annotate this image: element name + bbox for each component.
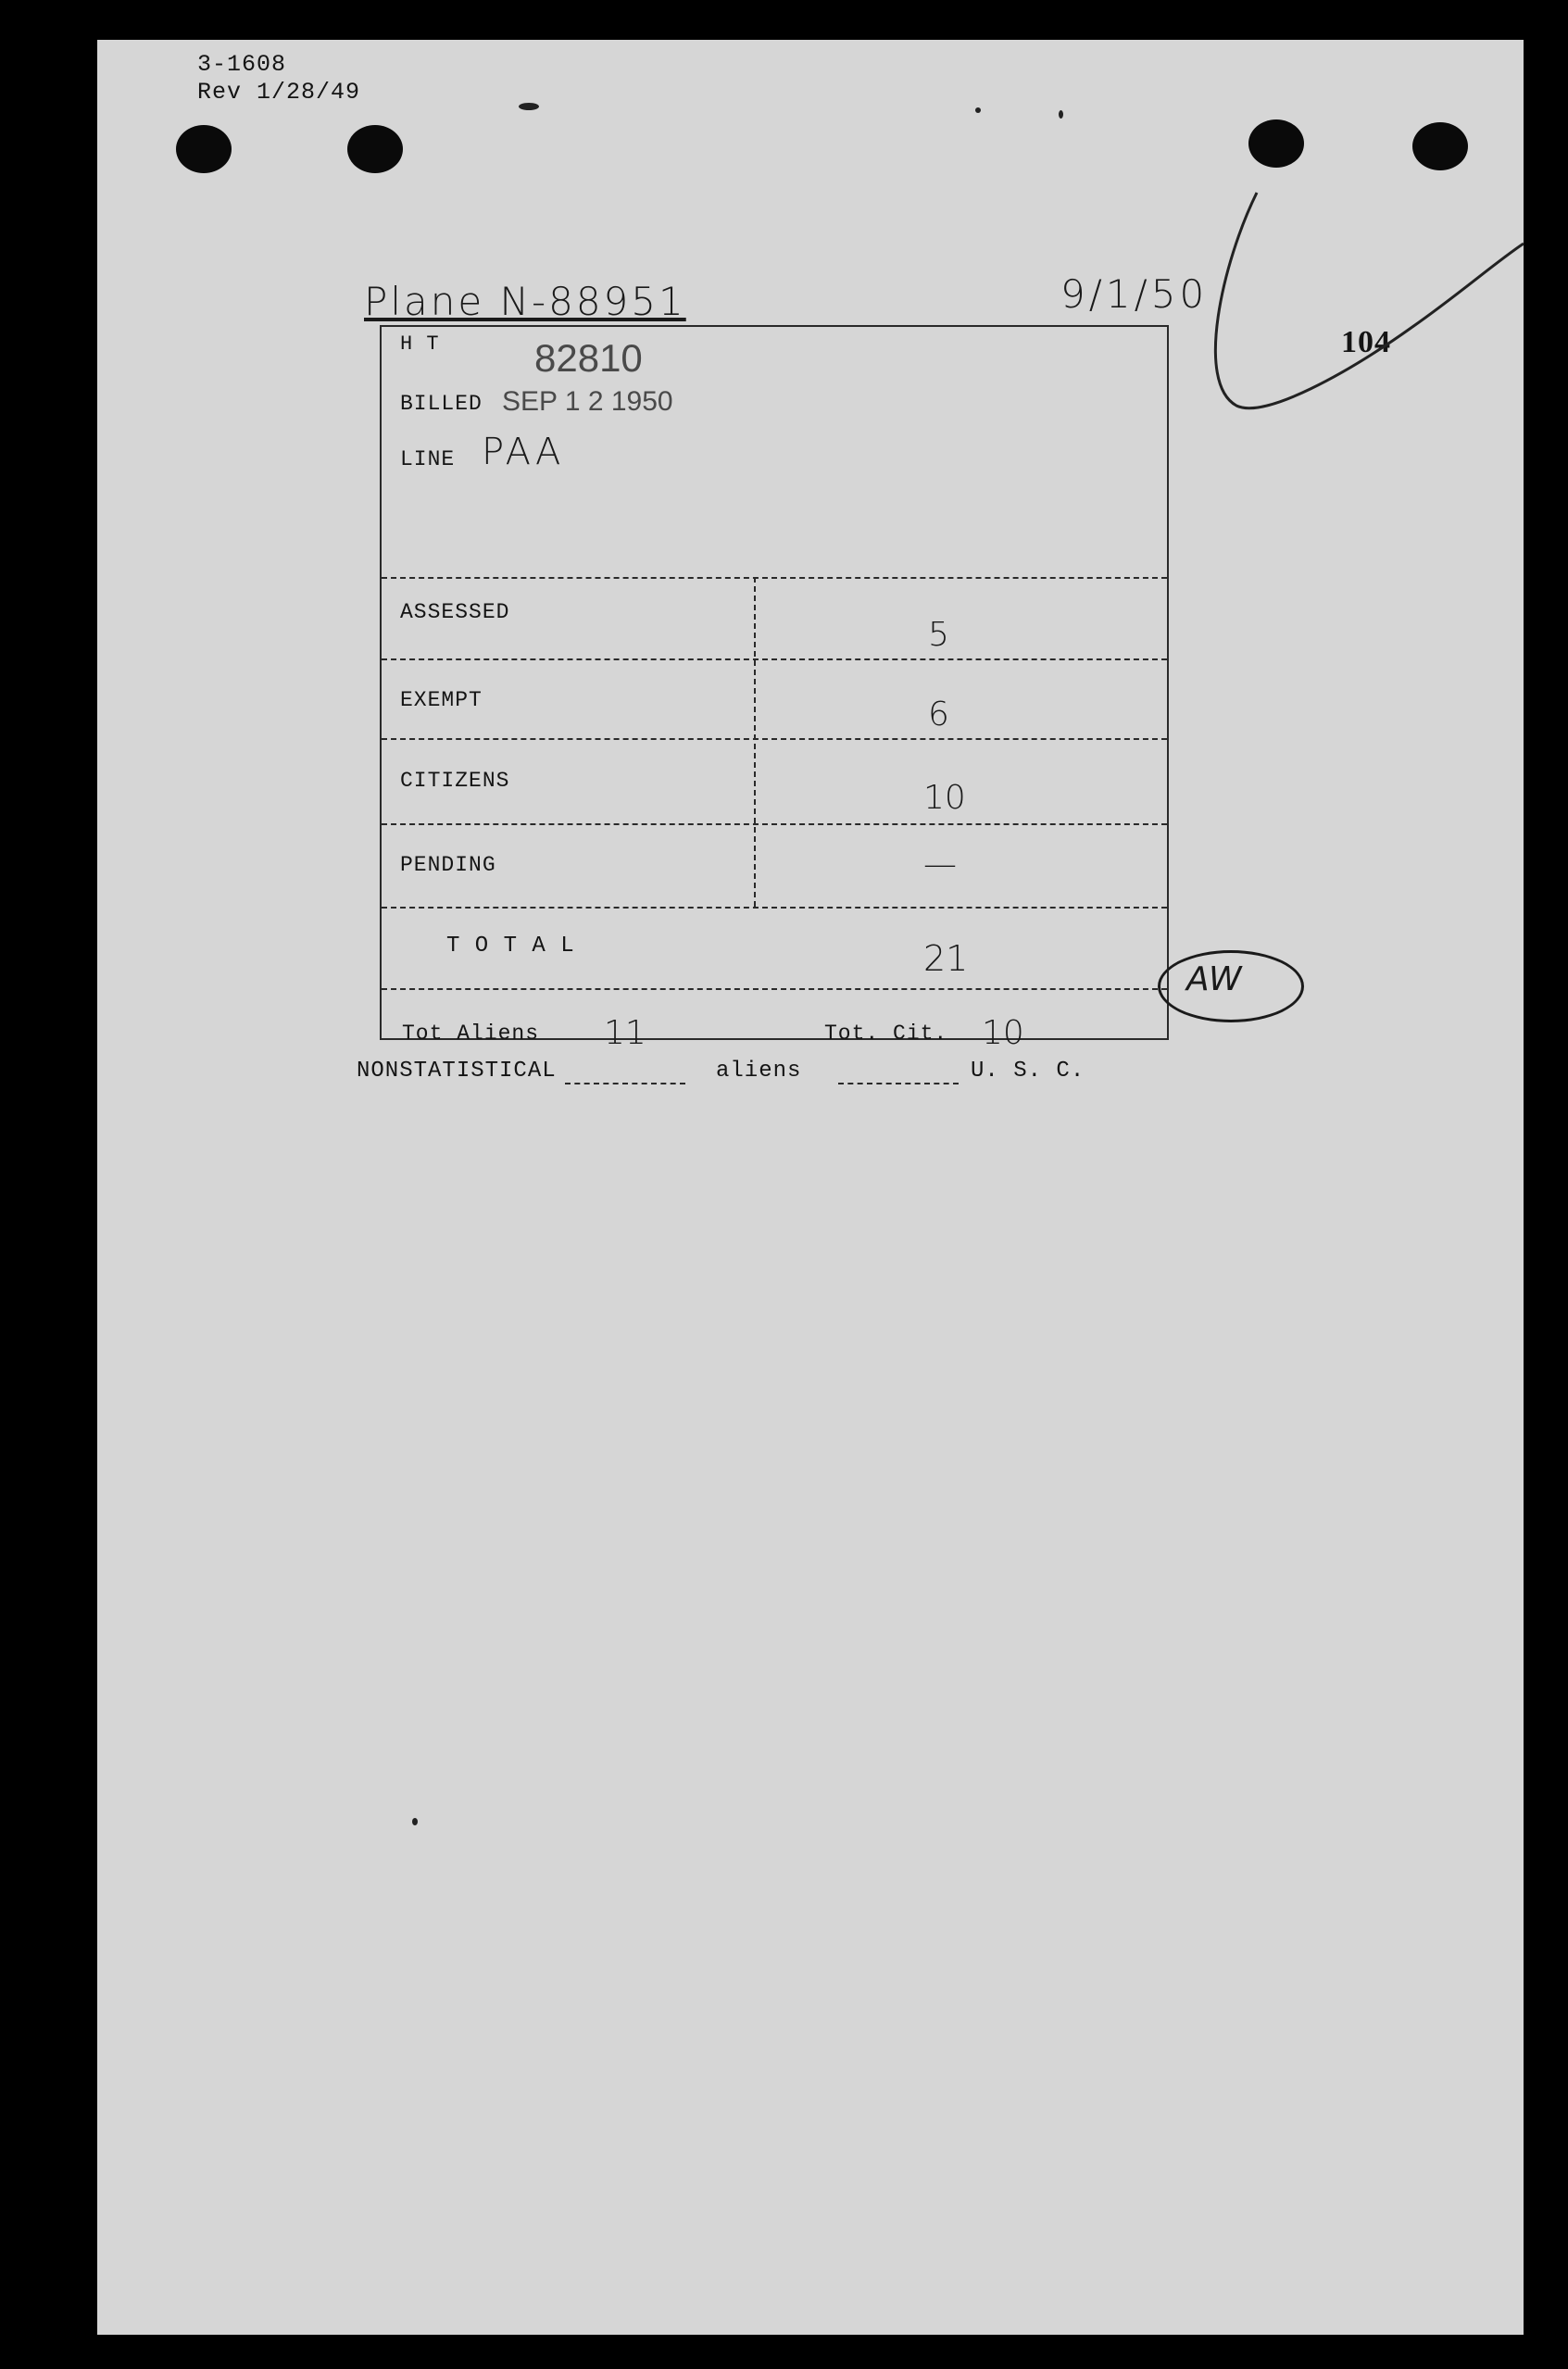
tot-cit-label: Tot. Cit. <box>824 1022 948 1046</box>
ink-speck <box>519 103 539 110</box>
total-label: T O T A L <box>446 934 575 959</box>
handwritten-date: 9/1/50 <box>1060 271 1209 317</box>
divider <box>382 738 1167 740</box>
assessed-value: 5 <box>928 616 949 654</box>
aliens-blank <box>838 1083 959 1084</box>
initials-circle <box>1158 950 1304 1022</box>
ht-number: 82810 <box>534 336 643 380</box>
initials: AW <box>1186 960 1242 998</box>
assessed-label: ASSESSED <box>400 600 510 624</box>
form-number: 3-1608 <box>197 51 287 78</box>
line-label: LINE <box>400 447 456 471</box>
page-number: 104 <box>1341 325 1391 359</box>
billed-stamp: SEP 1 2 1950 <box>502 386 673 417</box>
tot-aliens-label: Tot Aliens <box>402 1022 540 1046</box>
nonstatistical-blank <box>565 1083 685 1084</box>
document-sheet <box>97 40 1524 2335</box>
tot-cit-value: 10 <box>982 1014 1024 1052</box>
ink-speck <box>1059 110 1063 119</box>
billed-label: BILLED <box>400 392 483 416</box>
revision-date: Rev 1/28/49 <box>197 79 361 106</box>
nonstatistical-label: NONSTATISTICAL <box>357 1059 557 1084</box>
citizens-label: CITIZENS <box>400 769 510 793</box>
exempt-value: 6 <box>928 696 949 733</box>
exempt-label: EXEMPT <box>400 688 483 712</box>
column-divider <box>754 577 756 907</box>
pending-value: — <box>923 846 957 884</box>
ink-speck <box>412 1818 418 1825</box>
divider <box>382 988 1167 990</box>
tot-aliens-value: 11 <box>604 1014 646 1052</box>
divider <box>382 658 1167 660</box>
divider <box>382 907 1167 909</box>
usc-label: U. S. C. <box>971 1059 1085 1084</box>
ink-speck <box>975 107 981 113</box>
total-value: 21 <box>923 938 969 979</box>
punch-hole <box>347 125 403 173</box>
check-mark-icon <box>1199 142 1533 475</box>
line-value: PAA <box>482 431 565 473</box>
citizens-value: 10 <box>923 779 966 817</box>
plane-label: Plane N-88951 <box>364 279 686 324</box>
divider <box>382 577 1167 579</box>
punch-hole <box>176 125 232 173</box>
aliens-label: aliens <box>716 1059 802 1084</box>
summary-form <box>380 325 1169 1052</box>
divider <box>382 823 1167 825</box>
ht-label: H T <box>400 332 440 356</box>
pending-label: PENDING <box>400 853 496 877</box>
